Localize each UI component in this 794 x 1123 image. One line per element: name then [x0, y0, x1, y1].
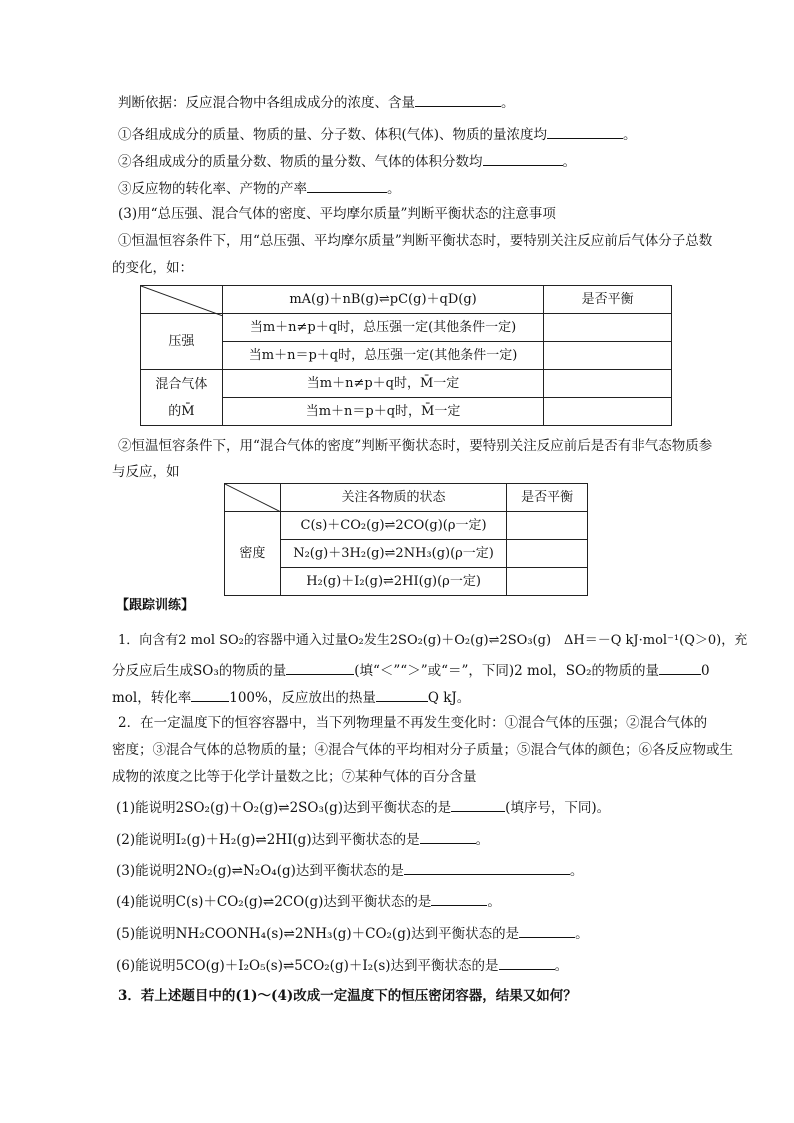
- answer-blank[interactable]: [499, 955, 555, 970]
- table-row: [141, 314, 672, 342]
- table-cell: 当m＋n≠p＋q时，M̄一定: [222, 370, 543, 398]
- note-2-line-1: ②恒温恒容条件下，用“混合气体的密度”判断平衡状态时，要特别关注反应前后是否有非气态物质参: [118, 438, 713, 454]
- basis-end: 。: [501, 95, 515, 111]
- answer-blank[interactable]: [376, 687, 428, 702]
- table-cell: H₂(g)＋I₂(g)⇌2HI(g)(ρ一定): [280, 568, 506, 596]
- answer-blank[interactable]: [286, 660, 354, 675]
- sub-question-text: 。: [487, 894, 501, 910]
- sub-question-text: (4)能说明C(s)＋CO₂(g)⇌2CO(g)达到平衡状态的是: [116, 894, 432, 910]
- molar-mass-label: [141, 370, 223, 426]
- note-1-line-2: 的变化，如：: [112, 260, 193, 276]
- diagonal-header-cell: [225, 484, 281, 512]
- question-1-line-2: [112, 660, 710, 680]
- answer-blank[interactable]: [547, 124, 623, 139]
- note-heading: (3)用“总压强、混合气体的密度、平均摩尔质量”判断平衡状态的注意事项: [118, 206, 556, 222]
- diagonal-line-icon: [141, 286, 223, 316]
- answer-blank[interactable]: [420, 829, 476, 844]
- criterion-3-text: ③反应物的转化率、产物的产率: [118, 181, 307, 197]
- answer-cell[interactable]: [544, 370, 672, 398]
- density-label: 密度: [225, 512, 281, 596]
- question-1-line-3: [112, 687, 470, 707]
- sub-question-text: (5)能说明NH₂COONH₄(s)⇌2NH₃(g)＋CO₂(g)达到平衡状态的是: [116, 926, 520, 942]
- table-row: [141, 286, 672, 314]
- molar-mass-label-line-1: 混合气体: [155, 376, 208, 392]
- table-cell: C(s)＋CO₂(g)⇌2CO(g)(ρ一定): [280, 512, 506, 540]
- table-pressure-molar-mass: [140, 285, 672, 426]
- note-1-line-1: ①恒温恒容条件下，用“总压强、平均摩尔质量”判断平衡状态时，要特别关注反应前后气体分子总数: [118, 233, 713, 249]
- criterion-1-end: 。: [623, 127, 637, 143]
- question-2-line-1: 2．在一定温度下的恒容容器中，当下列物理量不再发生变化时：①混合气体的压强；②混合气体的: [118, 715, 708, 731]
- question-3: 3．若上述题目中的(1)～(4)改成一定温度下的恒压密闭容器，结果又如何？: [118, 988, 577, 1004]
- answer-cell[interactable]: [544, 398, 672, 426]
- answer-blank[interactable]: [431, 891, 487, 906]
- criterion-2-end: 。: [562, 154, 576, 170]
- sub-question-5: [116, 923, 589, 943]
- answer-blank[interactable]: [483, 151, 563, 166]
- sub-question-6: [116, 955, 568, 975]
- sub-question-3: [116, 860, 583, 880]
- criterion-3: [118, 178, 401, 198]
- answer-cell[interactable]: [507, 568, 588, 596]
- basis-line: [118, 92, 515, 112]
- sub-question-text: (填序号，下同)。: [505, 800, 611, 816]
- answer-blank[interactable]: [191, 687, 229, 702]
- table-row: [141, 370, 672, 398]
- table-density: [224, 483, 588, 596]
- reaction-header: mA(g)＋nB(g)⇌pC(g)＋qD(g): [222, 286, 543, 314]
- answer-blank[interactable]: [404, 860, 570, 875]
- answer-cell[interactable]: [544, 342, 672, 370]
- sub-question-text: (2)能说明I₂(g)＋H₂(g)⇌2HI(g)达到平衡状态的是: [116, 832, 420, 848]
- q1-text: mol，转化率: [112, 690, 192, 706]
- criterion-3-end: 。: [387, 181, 401, 197]
- q1-text: (填“＜”“＞”或“＝”，下同)2 mol，SO₂的物质的量: [354, 663, 660, 679]
- sub-question-2: [116, 829, 489, 849]
- sub-question-text: 。: [575, 926, 589, 942]
- molar-mass-label-line-2: 的M̄: [168, 403, 195, 419]
- sub-question-text: (6)能说明5CO(g)＋I₂O₅(s)⇌5CO₂(g)＋I₂(s)达到平衡状态的是: [116, 958, 499, 974]
- answer-blank[interactable]: [519, 923, 575, 938]
- answer-cell[interactable]: [507, 540, 588, 568]
- criterion-2: [118, 151, 576, 171]
- criterion-1-text: ①各组成成分的质量、物质的量、分子数、体积(气体)、物质的量浓度均: [118, 127, 548, 143]
- criterion-1: [118, 124, 637, 144]
- note-2-line-2: 与反应，如: [112, 464, 180, 480]
- sub-question-text: (3)能说明2NO₂(g)⇌N₂O₄(g)达到平衡状态的是: [116, 863, 404, 879]
- equilibrium-header: 是否平衡: [507, 484, 588, 512]
- training-title: 【跟踪训练】: [116, 598, 195, 613]
- q1-text: 0: [701, 663, 710, 679]
- state-header: 关注各物质的状态: [280, 484, 506, 512]
- question-2-line-2: 密度；③混合气体的总物质的量；④混合气体的平均相对分子质量；⑤混合气体的颜色；⑥各反应物或生: [112, 742, 733, 758]
- question-1-line-1: 1．向含有2 mol SO₂的容器中通入过量O₂发生2SO₂(g)＋O₂(g)⇌2SO₃(g) ΔH＝－Q kJ·mol⁻¹(Q＞0)，充: [118, 633, 748, 648]
- answer-blank[interactable]: [415, 92, 501, 107]
- diagonal-line-icon: [225, 484, 281, 512]
- diagonal-header-cell: [141, 286, 223, 314]
- sub-question-1: [116, 797, 610, 817]
- table-cell: N₂(g)＋3H₂(g)⇌2NH₃(g)(ρ一定): [280, 540, 506, 568]
- criterion-2-text: ②各组成成分的质量分数、物质的量分数、气体的体积分数均: [118, 154, 483, 170]
- answer-blank[interactable]: [307, 178, 387, 193]
- sub-question-text: 。: [475, 832, 490, 848]
- sub-question-text: 。: [569, 863, 584, 879]
- table-cell: 当m＋n≠p＋q时，总压强一定(其他条件一定): [222, 314, 543, 342]
- sub-question-text: (1)能说明2SO₂(g)＋O₂(g)⇌2SO₃(g)达到平衡状态的是: [116, 800, 452, 816]
- table-row: [225, 512, 588, 540]
- table-row: [225, 484, 588, 512]
- q1-text: 100%，反应放出的热量: [229, 690, 376, 706]
- q1-text: Q kJ。: [427, 690, 471, 706]
- question-2-line-3: 成物的浓度之比等于化学计量数之比；⑦某种气体的百分含量: [112, 769, 477, 785]
- answer-cell[interactable]: [544, 314, 672, 342]
- equilibrium-header: 是否平衡: [544, 286, 672, 314]
- table-cell: 当m＋n＝p＋q时，M̄一定: [222, 398, 543, 426]
- answer-cell[interactable]: [507, 512, 588, 540]
- answer-blank[interactable]: [451, 797, 505, 812]
- pressure-label: 压强: [141, 314, 223, 370]
- answer-blank[interactable]: [659, 660, 701, 675]
- sub-question-4: [116, 891, 501, 911]
- sub-question-text: 。: [554, 958, 569, 974]
- table-cell: 当m＋n＝p＋q时，总压强一定(其他条件一定): [222, 342, 543, 370]
- basis-text: 判断依据：反应混合物中各组成成分的浓度、含量: [118, 95, 415, 111]
- q1-text: 分反应后生成SO₃的物质的量: [112, 663, 287, 679]
